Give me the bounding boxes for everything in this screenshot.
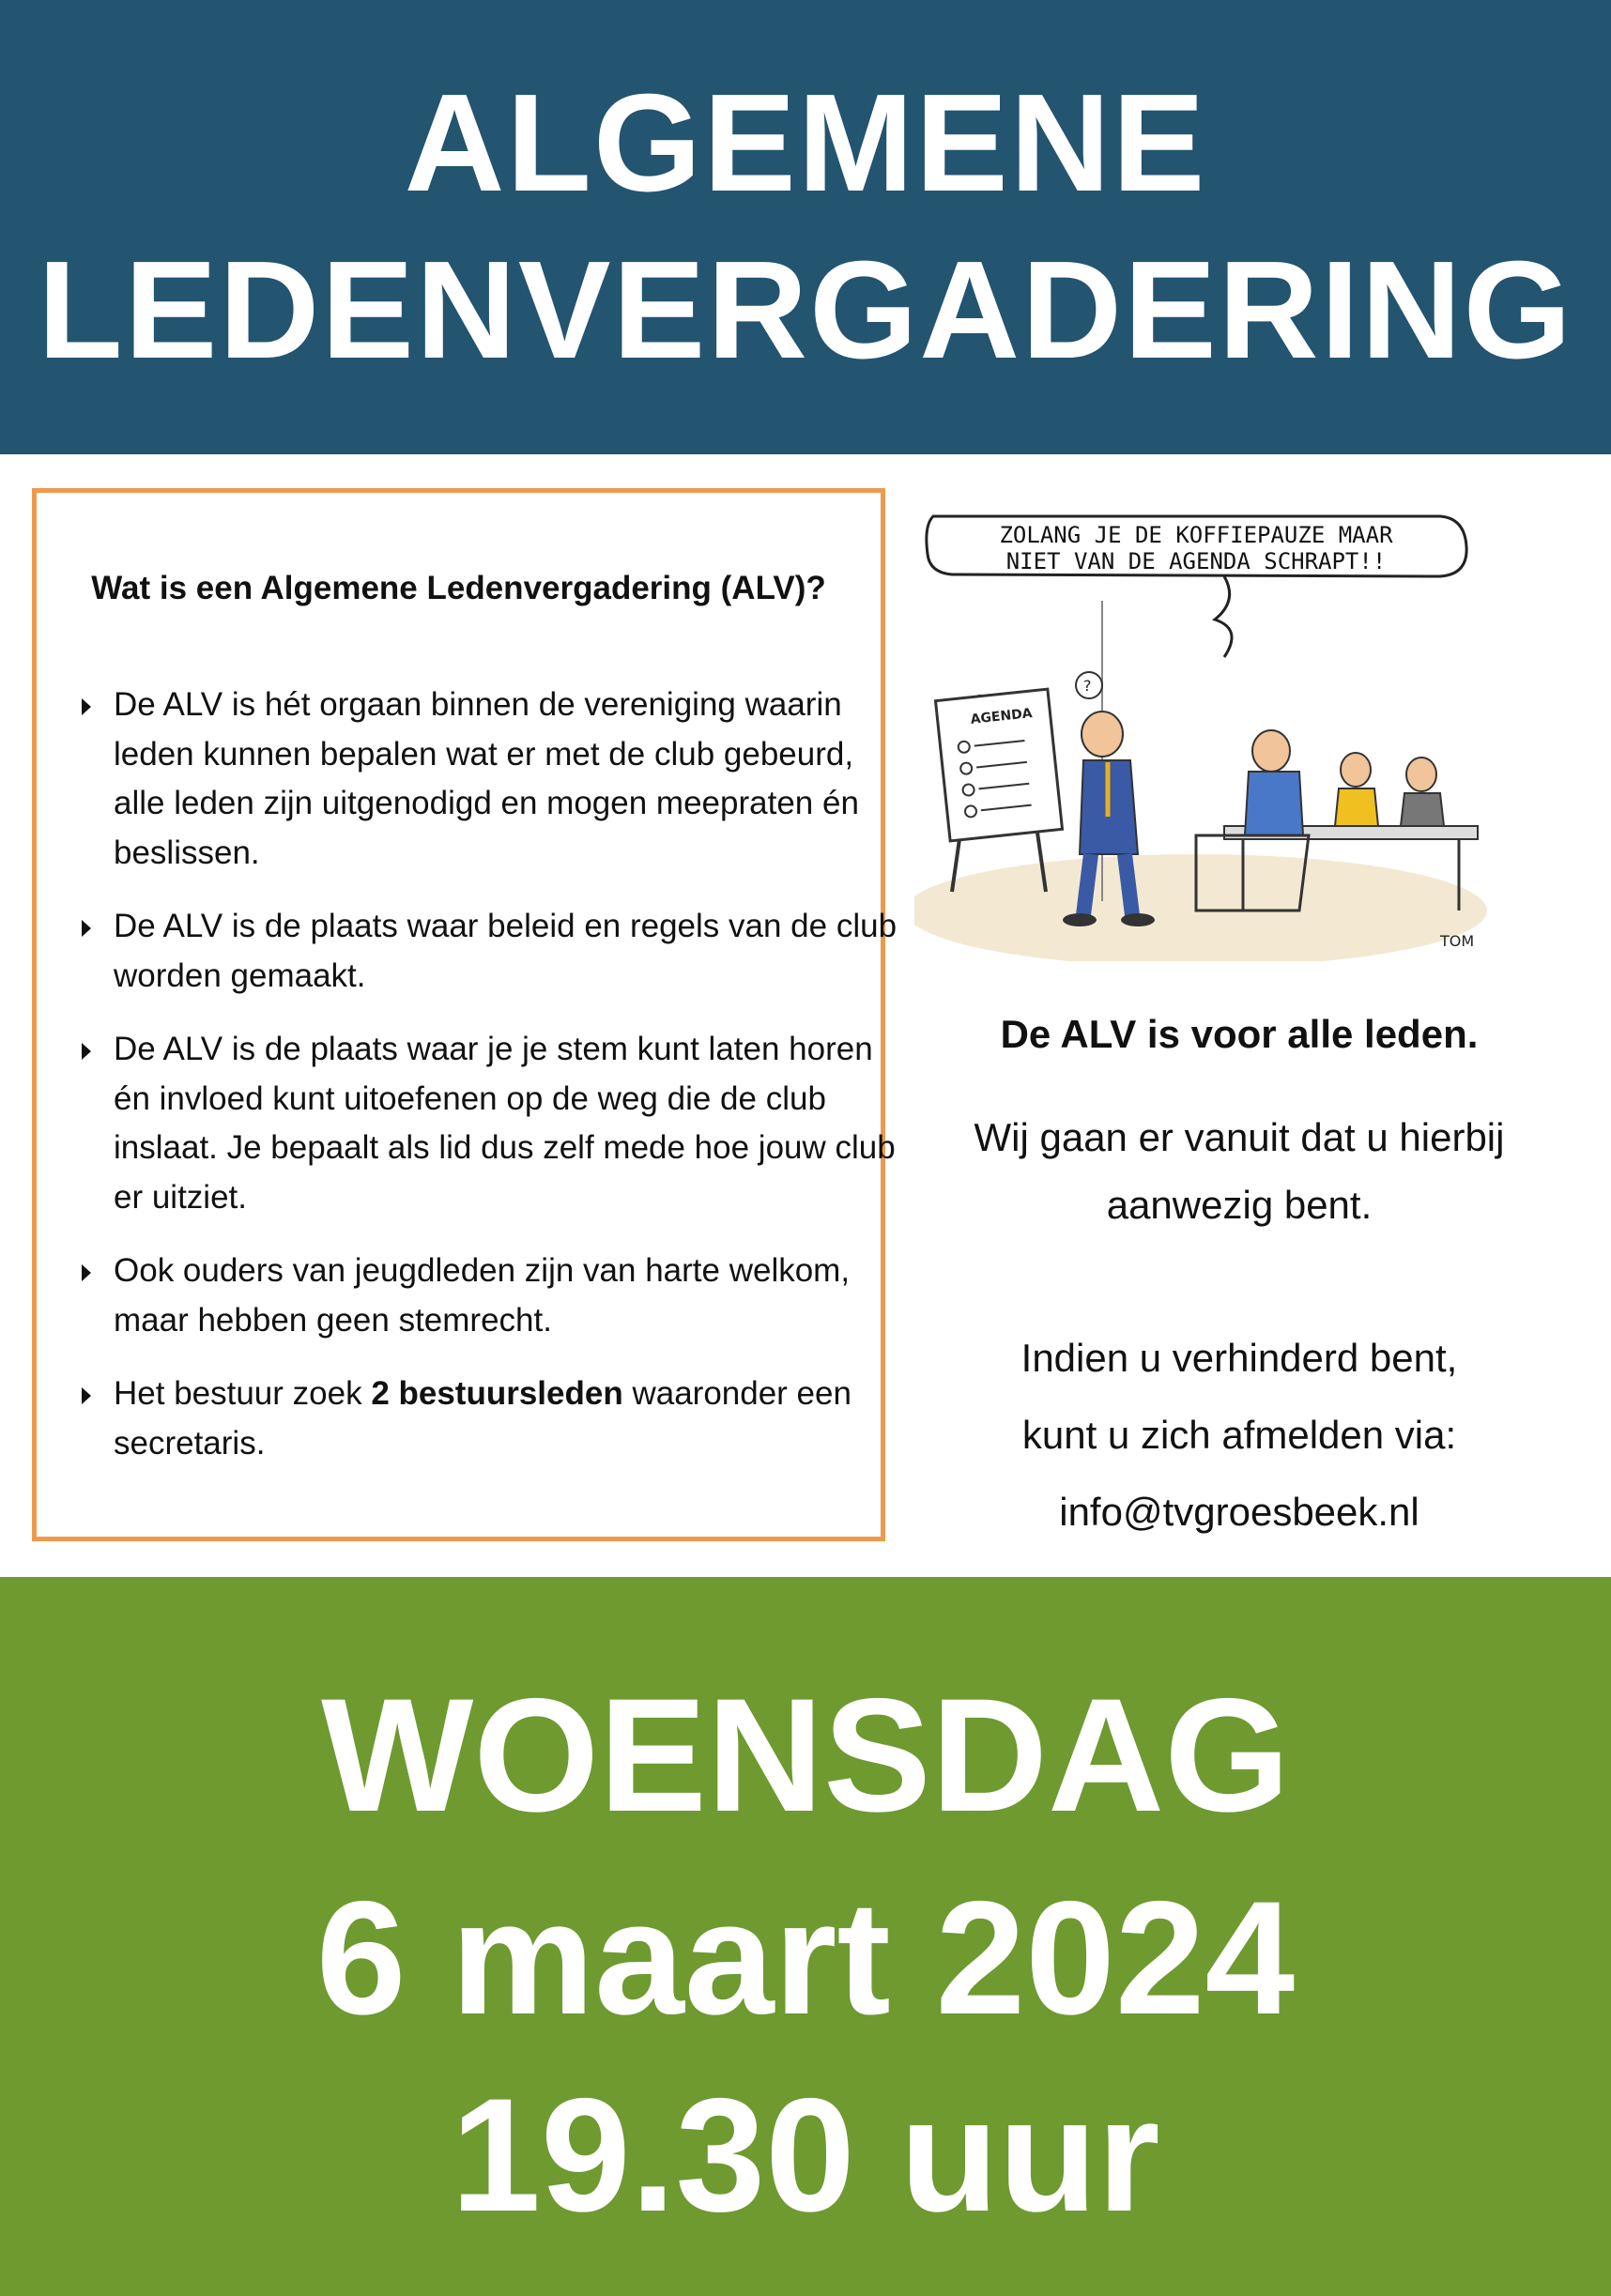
agenda-label: AGENDA xyxy=(969,706,1034,727)
seated-woman xyxy=(1335,753,1378,826)
meeting-cartoon xyxy=(914,497,1493,961)
bullet-triangle-icon xyxy=(82,698,91,715)
info-bullet-list xyxy=(82,681,898,1492)
bullet-item: De ALV is de plaats waar je je stem kunt laten horen én invloed kunt uitoefenen op de weg die de club inslaat. Je bepaalt als lid dus zelf mede hoe jouw club er uitziet. xyxy=(82,1025,898,1222)
svg-text:?: ? xyxy=(1083,677,1092,695)
meeting-date: 6 maart 2024 xyxy=(315,1868,1296,2048)
title-line-1: ALGEMENE xyxy=(404,66,1207,221)
seated-man-right xyxy=(1401,758,1444,826)
cancellation-text: Indien u verhinderd bent, kunt u zich afmelden via: info@tvgroesbeek.nl xyxy=(901,1320,1577,1551)
speech-line-1: ZOLANG JE DE KOFFIEPAUZE MAAR xyxy=(999,522,1393,548)
cartoon-floor xyxy=(914,854,1487,961)
bullet-triangle-icon xyxy=(82,1043,91,1060)
meeting-day: WOENSDAG xyxy=(321,1665,1290,1845)
bullet-item: De ALV is de plaats waar beleid en regels van de club worden gemaakt. xyxy=(82,902,898,1001)
speech-bubble-tail xyxy=(1215,576,1232,657)
agenda-flipchart xyxy=(935,689,1062,892)
contact-email: info@tvgroesbeek.nl xyxy=(1059,1490,1419,1534)
bullet-item: Ook ouders van jeugdleden zijn van harte welkom, maar hebben geen stemrecht. xyxy=(82,1247,898,1345)
bullet-item: Het bestuur zoek 2 bestuursleden waaronder een secretaris. xyxy=(82,1370,898,1468)
bullet-triangle-icon xyxy=(82,920,91,937)
alv-headline: De ALV is voor alle leden. xyxy=(1000,1012,1479,1056)
info-question: Wat is een Algemene Ledenvergadering (ALV)? xyxy=(91,570,826,606)
bullet-triangle-icon xyxy=(82,1387,91,1404)
bullet-item: De ALV is hét orgaan binnen de vereniging waarin leden kunnen bepalen wat er met de club gebeurd, alle leden zijn uitgenodigd en mogen meepraten én beslissen. xyxy=(82,681,898,878)
meeting-time: 19.30 uur xyxy=(451,2065,1160,2245)
presence-text: Wij gaan er vanuit dat u hierbij aanwezig bent. xyxy=(974,1115,1505,1227)
speech-line-2: NIET VAN DE AGENDA SCHRAPT!! xyxy=(1005,548,1387,574)
bullet-bold-text: 2 bestuursleden xyxy=(371,1375,623,1412)
title-line-2: LEDENVERGADERING xyxy=(38,233,1573,388)
bullet-triangle-icon xyxy=(82,1264,91,1281)
info-box xyxy=(32,488,898,1541)
cartoon-signature: TOM xyxy=(1440,932,1475,950)
header-banner xyxy=(0,0,1611,454)
